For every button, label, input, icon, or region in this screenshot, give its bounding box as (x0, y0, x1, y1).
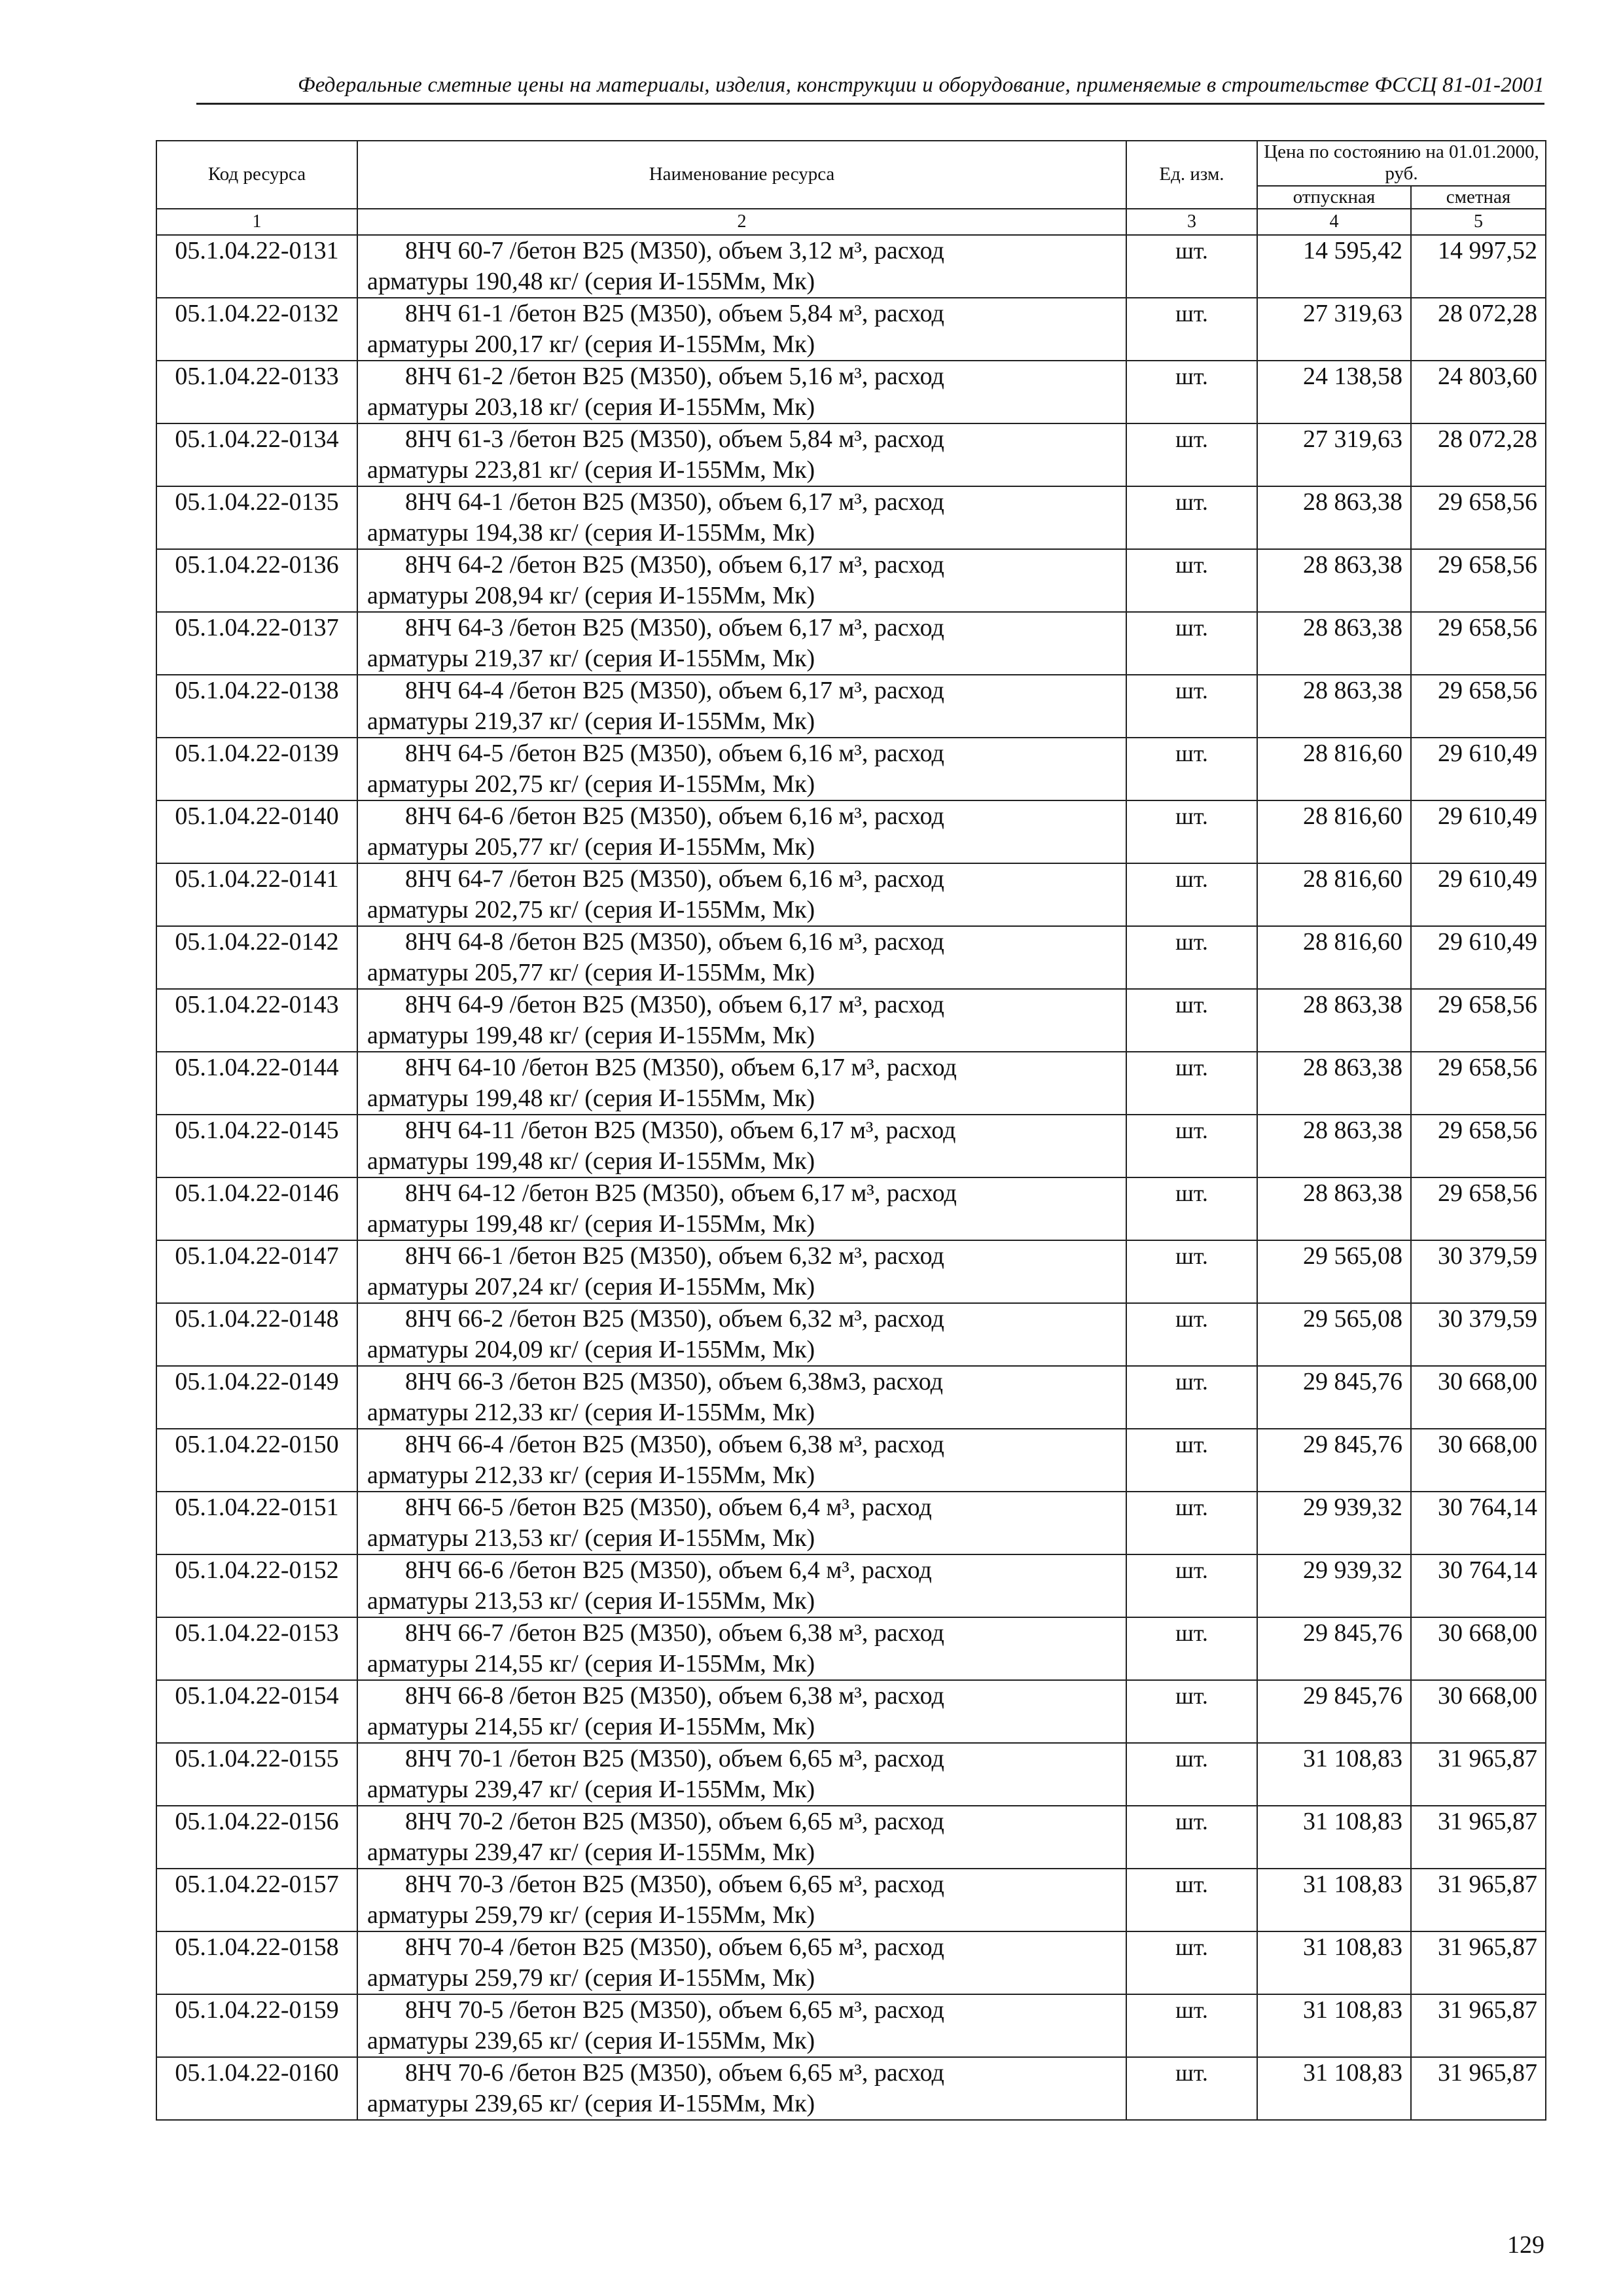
resource-code: 05.1.04.22-0158 (156, 1931, 357, 1994)
resource-name-line-2: арматуры 223,81 кг/ (серия И-155Мм, Мк) (367, 456, 815, 484)
table-row (156, 361, 1546, 423)
unit-of-measure: шт. (1126, 361, 1257, 423)
estimate-price: 29 658,56 (1411, 1052, 1546, 1115)
unit-of-measure: шт. (1126, 1806, 1257, 1869)
resource-code: 05.1.04.22-0150 (156, 1429, 357, 1492)
resource-name (357, 1680, 1126, 1743)
resource-name-line-1: 8НЧ 64-1 /бетон В25 (М350), объем 6,17 м³, расход (405, 488, 944, 516)
resource-name-line-1: 8НЧ 70-3 /бетон В25 (М350), объем 6,65 м³, расход (405, 1871, 944, 1899)
estimate-price: 29 658,56 (1411, 1115, 1546, 1177)
unit-of-measure: шт. (1126, 1743, 1257, 1806)
estimate-price: 31 965,87 (1411, 1869, 1546, 1931)
resource-code: 05.1.04.22-0144 (156, 1052, 357, 1115)
estimate-price: 30 668,00 (1411, 1617, 1546, 1680)
estimate-price: 29 658,56 (1411, 486, 1546, 549)
estimate-price: 31 965,87 (1411, 1806, 1546, 1869)
resource-code: 05.1.04.22-0156 (156, 1806, 357, 1869)
resource-code: 05.1.04.22-0136 (156, 549, 357, 612)
release-price: 28 816,60 (1257, 926, 1411, 989)
column-number: 1 (156, 209, 357, 235)
price-table (156, 140, 1546, 2121)
unit-of-measure: шт. (1126, 1931, 1257, 1994)
resource-code: 05.1.04.22-0137 (156, 612, 357, 675)
resource-code: 05.1.04.22-0139 (156, 738, 357, 800)
resource-name-line-2: арматуры 212,33 кг/ (серия И-155Мм, Мк) (367, 1399, 815, 1427)
resource-name (357, 1869, 1126, 1931)
estimate-price: 28 072,28 (1411, 298, 1546, 361)
page-number: 129 (1507, 2231, 1544, 2259)
estimate-price: 29 610,49 (1411, 926, 1546, 989)
resource-name (357, 1743, 1126, 1806)
resource-name (357, 1617, 1126, 1680)
resource-name (357, 989, 1126, 1052)
table-row (156, 1617, 1546, 1680)
unit-of-measure: шт. (1126, 2057, 1257, 2120)
release-price: 29 939,32 (1257, 1492, 1411, 1554)
resource-name (357, 235, 1126, 298)
unit-of-measure: шт. (1126, 926, 1257, 989)
estimate-price: 29 658,56 (1411, 612, 1546, 675)
resource-name (357, 926, 1126, 989)
release-price: 28 816,60 (1257, 800, 1411, 863)
resource-name-line-1: 8НЧ 60-7 /бетон В25 (М350), объем 3,12 м³, расход (405, 237, 944, 265)
table-row (156, 1869, 1546, 1931)
resource-name-line-1: 8НЧ 61-3 /бетон В25 (М350), объем 5,84 м³, расход (405, 425, 944, 454)
header-unit: Ед. изм. (1126, 141, 1257, 209)
resource-name-line-2: арматуры 200,17 кг/ (серия И-155Мм, Мк) (367, 331, 815, 359)
resource-code: 05.1.04.22-0131 (156, 235, 357, 298)
resource-code: 05.1.04.22-0151 (156, 1492, 357, 1554)
unit-of-measure: шт. (1126, 1115, 1257, 1177)
resource-name-line-1: 8НЧ 61-2 /бетон В25 (М350), объем 5,16 м³, расход (405, 363, 944, 391)
resource-name-line-1: 8НЧ 64-11 /бетон В25 (М350), объем 6,17 м³, расход (405, 1117, 956, 1145)
estimate-price: 29 610,49 (1411, 863, 1546, 926)
table-row (156, 549, 1546, 612)
resource-code: 05.1.04.22-0133 (156, 361, 357, 423)
unit-of-measure: шт. (1126, 800, 1257, 863)
header-rule (196, 103, 1544, 105)
resource-name-line-1: 8НЧ 64-2 /бетон В25 (М350), объем 6,17 м³, расход (405, 551, 944, 579)
resource-name-line-1: 8НЧ 66-4 /бетон В25 (М350), объем 6,38 м³, расход (405, 1431, 944, 1459)
resource-code: 05.1.04.22-0141 (156, 863, 357, 926)
table-row (156, 1303, 1546, 1366)
table-row (156, 926, 1546, 989)
release-price: 28 816,60 (1257, 738, 1411, 800)
column-number: 4 (1257, 209, 1411, 235)
resource-code: 05.1.04.22-0147 (156, 1240, 357, 1303)
unit-of-measure: шт. (1126, 675, 1257, 738)
resource-name-line-2: арматуры 259,79 кг/ (серия И-155Мм, Мк) (367, 1964, 815, 1992)
release-price: 28 816,60 (1257, 863, 1411, 926)
resource-name-line-2: арматуры 239,47 кг/ (серия И-155Мм, Мк) (367, 1839, 815, 1867)
resource-name-line-1: 8НЧ 64-12 /бетон В25 (М350), объем 6,17 м³, расход (405, 1179, 957, 1208)
resource-code: 05.1.04.22-0153 (156, 1617, 357, 1680)
estimate-price: 30 764,14 (1411, 1554, 1546, 1617)
resource-code: 05.1.04.22-0134 (156, 423, 357, 486)
estimate-price: 14 997,52 (1411, 235, 1546, 298)
resource-name-line-1: 8НЧ 64-4 /бетон В25 (М350), объем 6,17 м³, расход (405, 677, 944, 705)
table-row (156, 612, 1546, 675)
resource-name (357, 1115, 1126, 1177)
unit-of-measure: шт. (1126, 1617, 1257, 1680)
table-row (156, 1680, 1546, 1743)
resource-name-line-1: 8НЧ 64-3 /бетон В25 (М350), объем 6,17 м³, расход (405, 614, 944, 642)
release-price: 27 319,63 (1257, 423, 1411, 486)
resource-code: 05.1.04.22-0143 (156, 989, 357, 1052)
column-number: 3 (1126, 209, 1257, 235)
table-row (156, 989, 1546, 1052)
table-row (156, 1743, 1546, 1806)
release-price: 29 845,76 (1257, 1617, 1411, 1680)
estimate-price: 31 965,87 (1411, 1931, 1546, 1994)
unit-of-measure: шт. (1126, 612, 1257, 675)
column-number: 5 (1411, 209, 1546, 235)
resource-name-line-1: 8НЧ 61-1 /бетон В25 (М350), объем 5,84 м³, расход (405, 300, 944, 328)
resource-name-line-1: 8НЧ 64-9 /бетон В25 (М350), объем 6,17 м³, расход (405, 991, 944, 1019)
table-row (156, 738, 1546, 800)
resource-name-line-2: арматуры 213,53 кг/ (серия И-155Мм, Мк) (367, 1524, 815, 1552)
release-price: 31 108,83 (1257, 1869, 1411, 1931)
resource-name (357, 1177, 1126, 1240)
resource-code: 05.1.04.22-0157 (156, 1869, 357, 1931)
unit-of-measure: шт. (1126, 1680, 1257, 1743)
table-row (156, 2057, 1546, 2120)
estimate-price: 30 668,00 (1411, 1680, 1546, 1743)
resource-name-line-2: арматуры 199,48 кг/ (серия И-155Мм, Мк) (367, 1147, 815, 1175)
estimate-price: 29 658,56 (1411, 1177, 1546, 1240)
estimate-price: 30 668,00 (1411, 1429, 1546, 1492)
unit-of-measure: шт. (1126, 1240, 1257, 1303)
estimate-price: 31 965,87 (1411, 2057, 1546, 2120)
resource-name-line-2: арматуры 194,38 кг/ (серия И-155Мм, Мк) (367, 519, 815, 547)
resource-code: 05.1.04.22-0142 (156, 926, 357, 989)
resource-name-line-2: арматуры 199,48 кг/ (серия И-155Мм, Мк) (367, 1022, 815, 1050)
estimate-price: 30 379,59 (1411, 1240, 1546, 1303)
resource-name (357, 298, 1126, 361)
resource-name-line-2: арматуры 207,24 кг/ (серия И-155Мм, Мк) (367, 1273, 815, 1301)
resource-code: 05.1.04.22-0154 (156, 1680, 357, 1743)
resource-name-line-2: арматуры 214,55 кг/ (серия И-155Мм, Мк) (367, 1713, 815, 1741)
table-row (156, 1115, 1546, 1177)
resource-name-line-2: арматуры 219,37 кг/ (серия И-155Мм, Мк) (367, 708, 815, 736)
release-price: 29 845,76 (1257, 1366, 1411, 1429)
estimate-price: 30 668,00 (1411, 1366, 1546, 1429)
resource-name-line-1: 8НЧ 66-8 /бетон В25 (М350), объем 6,38 м³, расход (405, 1682, 944, 1710)
resource-name (357, 1429, 1126, 1492)
header-name: Наименование ресурса (357, 141, 1126, 209)
resource-name-line-2: арматуры 199,48 кг/ (серия И-155Мм, Мк) (367, 1210, 815, 1238)
unit-of-measure: шт. (1126, 235, 1257, 298)
header-estimate-price: сметная (1411, 186, 1546, 209)
resource-name (357, 1806, 1126, 1869)
release-price: 31 108,83 (1257, 2057, 1411, 2120)
resource-name-line-1: 8НЧ 70-5 /бетон В25 (М350), объем 6,65 м³, расход (405, 1996, 944, 2024)
table-row (156, 423, 1546, 486)
unit-of-measure: шт. (1126, 738, 1257, 800)
resource-code: 05.1.04.22-0132 (156, 298, 357, 361)
estimate-price: 30 379,59 (1411, 1303, 1546, 1366)
release-price: 28 863,38 (1257, 549, 1411, 612)
unit-of-measure: шт. (1126, 1994, 1257, 2057)
table-row (156, 675, 1546, 738)
resource-name (357, 423, 1126, 486)
resource-name-line-1: 8НЧ 64-5 /бетон В25 (М350), объем 6,16 м³, расход (405, 740, 944, 768)
resource-name (357, 800, 1126, 863)
resource-code: 05.1.04.22-0155 (156, 1743, 357, 1806)
release-price: 29 939,32 (1257, 1554, 1411, 1617)
resource-name-line-2: арматуры 202,75 кг/ (серия И-155Мм, Мк) (367, 770, 815, 798)
resource-name (357, 1303, 1126, 1366)
resource-name (357, 549, 1126, 612)
release-price: 28 863,38 (1257, 675, 1411, 738)
resource-name-line-1: 8НЧ 70-6 /бетон В25 (М350), объем 6,65 м³, расход (405, 2059, 944, 2087)
estimate-price: 29 658,56 (1411, 675, 1546, 738)
resource-name-line-2: арматуры 259,79 кг/ (серия И-155Мм, Мк) (367, 1901, 815, 1929)
table-row (156, 298, 1546, 361)
resource-code: 05.1.04.22-0145 (156, 1115, 357, 1177)
table-body (156, 235, 1546, 2120)
resource-name (357, 863, 1126, 926)
resource-name (357, 1052, 1126, 1115)
unit-of-measure: шт. (1126, 1554, 1257, 1617)
release-price: 28 863,38 (1257, 1052, 1411, 1115)
resource-name-line-2: арматуры 214,55 кг/ (серия И-155Мм, Мк) (367, 1650, 815, 1678)
resource-name (357, 738, 1126, 800)
table-row (156, 1931, 1546, 1994)
table-row (156, 863, 1546, 926)
table-row (156, 800, 1546, 863)
resource-name-line-1: 8НЧ 70-4 /бетон В25 (М350), объем 6,65 м³, расход (405, 1933, 944, 1962)
resource-name-line-2: арматуры 205,77 кг/ (серия И-155Мм, Мк) (367, 833, 815, 861)
resource-name (357, 1366, 1126, 1429)
unit-of-measure: шт. (1126, 1492, 1257, 1554)
resource-code: 05.1.04.22-0140 (156, 800, 357, 863)
resource-name (357, 1994, 1126, 2057)
release-price: 14 595,42 (1257, 235, 1411, 298)
resource-name-line-1: 8НЧ 66-5 /бетон В25 (М350), объем 6,4 м³, расход (405, 1494, 932, 1522)
release-price: 28 863,38 (1257, 612, 1411, 675)
resource-name-line-1: 8НЧ 66-6 /бетон В25 (М350), объем 6,4 м³, расход (405, 1556, 932, 1585)
table-row (156, 1429, 1546, 1492)
estimate-price: 29 658,56 (1411, 989, 1546, 1052)
resource-name-line-1: 8НЧ 64-8 /бетон В25 (М350), объем 6,16 м³, расход (405, 928, 944, 956)
resource-name (357, 1492, 1126, 1554)
resource-name-line-2: арматуры 239,65 кг/ (серия И-155Мм, Мк) (367, 2090, 815, 2118)
resource-name-line-1: 8НЧ 64-10 /бетон В25 (М350), объем 6,17 м³, расход (405, 1054, 957, 1082)
running-header: Федеральные сметные цены на материалы, изделия, конструкции и оборудование, применяемые в строительстве ФССЦ 81-01-2001 (297, 73, 1544, 97)
unit-of-measure: шт. (1126, 989, 1257, 1052)
resource-name-line-2: арматуры 204,09 кг/ (серия И-155Мм, Мк) (367, 1336, 815, 1364)
resource-name-line-1: 8НЧ 70-2 /бетон В25 (М350), объем 6,65 м³, расход (405, 1808, 944, 1836)
resource-code: 05.1.04.22-0146 (156, 1177, 357, 1240)
table-row (156, 1492, 1546, 1554)
resource-name-line-2: арматуры 208,94 кг/ (серия И-155Мм, Мк) (367, 582, 815, 610)
unit-of-measure: шт. (1126, 1177, 1257, 1240)
unit-of-measure: шт. (1126, 1303, 1257, 1366)
unit-of-measure: шт. (1126, 486, 1257, 549)
release-price: 28 863,38 (1257, 486, 1411, 549)
unit-of-measure: шт. (1126, 1429, 1257, 1492)
resource-name-line-2: арматуры 219,37 кг/ (серия И-155Мм, Мк) (367, 645, 815, 673)
estimate-price: 31 965,87 (1411, 1994, 1546, 2057)
estimate-price: 31 965,87 (1411, 1743, 1546, 1806)
resource-code: 05.1.04.22-0149 (156, 1366, 357, 1429)
unit-of-measure: шт. (1126, 1052, 1257, 1115)
resource-name (357, 1240, 1126, 1303)
resource-name-line-2: арматуры 199,48 кг/ (серия И-155Мм, Мк) (367, 1085, 815, 1113)
resource-name-line-2: арматуры 213,53 кг/ (серия И-155Мм, Мк) (367, 1587, 815, 1615)
table-row (156, 1177, 1546, 1240)
header-release-price: отпускная (1257, 186, 1411, 209)
release-price: 28 863,38 (1257, 1115, 1411, 1177)
resource-name-line-2: арматуры 212,33 кг/ (серия И-155Мм, Мк) (367, 1462, 815, 1490)
estimate-price: 24 803,60 (1411, 361, 1546, 423)
table-row (156, 486, 1546, 549)
table-row (156, 1554, 1546, 1617)
table-row (156, 235, 1546, 298)
resource-name-line-2: арматуры 190,48 кг/ (серия И-155Мм, Мк) (367, 268, 815, 296)
estimate-price: 30 764,14 (1411, 1492, 1546, 1554)
unit-of-measure: шт. (1126, 423, 1257, 486)
release-price: 29 845,76 (1257, 1429, 1411, 1492)
resource-name-line-1: 8НЧ 64-6 /бетон В25 (М350), объем 6,16 м³, расход (405, 802, 944, 831)
estimate-price: 29 658,56 (1411, 549, 1546, 612)
table-row (156, 1994, 1546, 2057)
header-code: Код ресурса (156, 141, 357, 209)
resource-name-line-1: 8НЧ 66-1 /бетон В25 (М350), объем 6,32 м³, расход (405, 1242, 944, 1270)
resource-name-line-2: арматуры 239,65 кг/ (серия И-155Мм, Мк) (367, 2027, 815, 2055)
release-price: 29 845,76 (1257, 1680, 1411, 1743)
resource-name-line-2: арматуры 239,47 кг/ (серия И-155Мм, Мк) (367, 1776, 815, 1804)
resource-code: 05.1.04.22-0159 (156, 1994, 357, 2057)
header-price-group: Цена по состоянию на 01.01.2000, руб. (1257, 141, 1546, 186)
release-price: 31 108,83 (1257, 1743, 1411, 1806)
estimate-price: 28 072,28 (1411, 423, 1546, 486)
release-price: 29 565,08 (1257, 1240, 1411, 1303)
resource-name-line-2: арматуры 203,18 кг/ (серия И-155Мм, Мк) (367, 393, 815, 422)
release-price: 24 138,58 (1257, 361, 1411, 423)
unit-of-measure: шт. (1126, 863, 1257, 926)
resource-name (357, 675, 1126, 738)
column-number: 2 (357, 209, 1126, 235)
table-row (156, 1806, 1546, 1869)
release-price: 31 108,83 (1257, 1806, 1411, 1869)
unit-of-measure: шт. (1126, 1869, 1257, 1931)
unit-of-measure: шт. (1126, 549, 1257, 612)
resource-code: 05.1.04.22-0152 (156, 1554, 357, 1617)
resource-name-line-2: арматуры 202,75 кг/ (серия И-155Мм, Мк) (367, 896, 815, 924)
resource-name (357, 2057, 1126, 2120)
resource-name (357, 1554, 1126, 1617)
resource-name-line-1: 8НЧ 66-2 /бетон В25 (М350), объем 6,32 м³, расход (405, 1305, 944, 1333)
resource-name (357, 486, 1126, 549)
release-price: 31 108,83 (1257, 1994, 1411, 2057)
resource-name (357, 612, 1126, 675)
estimate-price: 29 610,49 (1411, 738, 1546, 800)
table-row (156, 1240, 1546, 1303)
table-row (156, 1366, 1546, 1429)
resource-name-line-1: 8НЧ 70-1 /бетон В25 (М350), объем 6,65 м³, расход (405, 1745, 944, 1773)
release-price: 29 565,08 (1257, 1303, 1411, 1366)
resource-code: 05.1.04.22-0160 (156, 2057, 357, 2120)
table-row (156, 1052, 1546, 1115)
release-price: 31 108,83 (1257, 1931, 1411, 1994)
column-number-row (156, 209, 1546, 235)
release-price: 27 319,63 (1257, 298, 1411, 361)
unit-of-measure: шт. (1126, 1366, 1257, 1429)
resource-name (357, 361, 1126, 423)
resource-name (357, 1931, 1126, 1994)
estimate-price: 29 610,49 (1411, 800, 1546, 863)
resource-name-line-1: 8НЧ 66-3 /бетон В25 (М350), объем 6,38м3, расход (405, 1368, 943, 1396)
resource-code: 05.1.04.22-0148 (156, 1303, 357, 1366)
resource-code: 05.1.04.22-0138 (156, 675, 357, 738)
resource-name-line-1: 8НЧ 66-7 /бетон В25 (М350), объем 6,38 м³, расход (405, 1619, 944, 1647)
release-price: 28 863,38 (1257, 989, 1411, 1052)
resource-name-line-2: арматуры 205,77 кг/ (серия И-155Мм, Мк) (367, 959, 815, 987)
resource-name-line-1: 8НЧ 64-7 /бетон В25 (М350), объем 6,16 м³, расход (405, 865, 944, 893)
resource-code: 05.1.04.22-0135 (156, 486, 357, 549)
unit-of-measure: шт. (1126, 298, 1257, 361)
release-price: 28 863,38 (1257, 1177, 1411, 1240)
